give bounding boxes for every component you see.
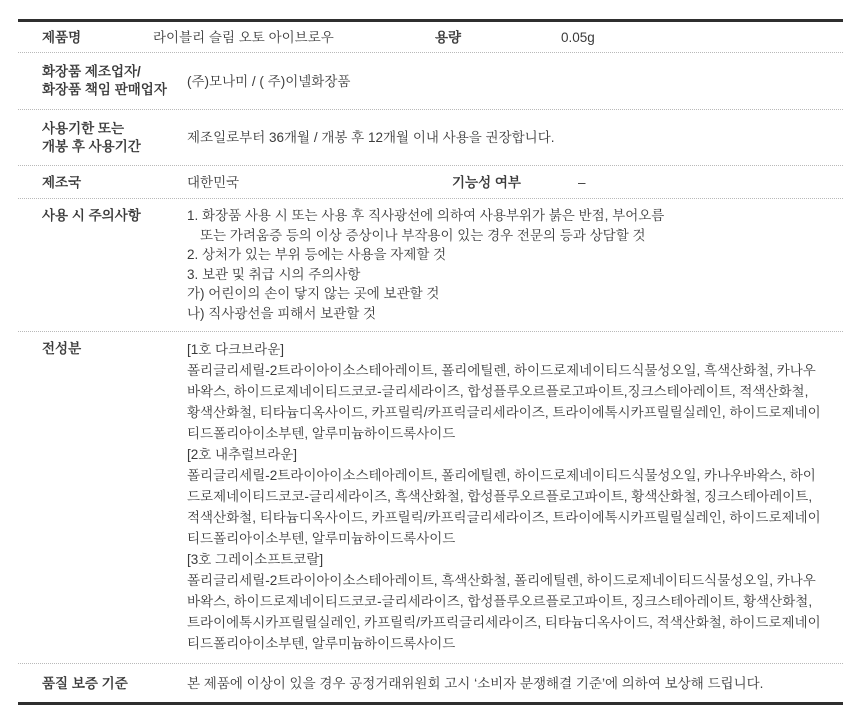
ingredient-section-title: [2호 내추럴브라운] bbox=[187, 447, 298, 462]
functional-value: – bbox=[578, 174, 586, 190]
caution-line: 가) 어린이의 손이 닿지 않는 곳에 보관할 것 bbox=[187, 286, 440, 301]
product-name-value: 라이블리 슬림 오토 아이브로우 bbox=[153, 29, 334, 45]
country-value: 대한민국 bbox=[187, 174, 240, 190]
expiry-label-line2: 개봉 후 사용기간 bbox=[42, 138, 141, 154]
caution-line: 나) 직사광선을 피해서 보관할 것 bbox=[187, 305, 377, 321]
row-expiry bbox=[18, 110, 843, 166]
caution-line: 3. 보관 및 취급 시의 주의사항 bbox=[187, 266, 361, 282]
country-label: 제조국 bbox=[42, 174, 82, 190]
capacity-value: 0.05g bbox=[561, 29, 595, 45]
row-country bbox=[18, 166, 843, 199]
row-manufacturer bbox=[18, 53, 843, 110]
functional-label: 기능성 여부 bbox=[452, 174, 521, 190]
caution-text bbox=[187, 206, 843, 323]
warranty-value: 본 제품에 이상이 있을 경우 공정거래위원회 고시 ‘소비자 분쟁해결 기준’에 의하여 보상해 드립니다. bbox=[187, 675, 764, 691]
product-info-table bbox=[18, 19, 843, 705]
ingredients-text bbox=[187, 339, 843, 654]
ingredient-section-body: 폴리글리세릴-2트라이아이소스테아레이트, 폴리에틸렌, 하이드로제네이티드식물성오일, 카나우바왁스, 하이드로제네이티드코코-글리세라이즈, 흑색산화철, 합성플루오르플로고파이트, 황색산화철, 징크스테아레이트, 적색산화철, 티타늄디옥사이드, 카프릴릭/카프릭글리세라이즈, 트라이에톡시카프릴릴실레인, 하이드로제네이티드폴리아이소부텐, 알루미늄하이드록사이드 bbox=[187, 468, 821, 546]
ingredient-section-body: 폴리글리세릴-2트라이아이소스테아레이트, 흑색산화철, 폴리에틸렌, 하이드로제네이티드식물성오일, 카나우바왁스, 하이드로제네이티드코코-글리세라이즈, 합성플루오르플로고파이트, 징크스테아레이트, 황색산화철, 트라이에톡시카프릴릴실레인, 카프릴릭/카프릭글리세라이즈, 티타늄디옥사이드, 적색산화철, 하이드로제네이티드폴리아이소부텐, 알루미늄하이드록사이드 bbox=[187, 573, 821, 651]
product-name-label: 제품명 bbox=[42, 29, 82, 45]
caution-line: 또는 가려움증 등의 이상 증상이나 부작용이 있는 경우 전문의 등과 상담할 것 bbox=[200, 227, 646, 243]
expiry-value: 제조일로부터 36개월 / 개봉 후 12개월 이내 사용을 권장합니다. bbox=[187, 130, 555, 145]
ingredients-label: 전성분 bbox=[42, 341, 82, 356]
expiry-label bbox=[18, 120, 187, 156]
capacity-label: 용량 bbox=[435, 29, 462, 45]
row-caution bbox=[18, 199, 843, 332]
expiry-label-line1: 사용기한 또는 bbox=[42, 120, 124, 136]
caution-line: 1. 화장품 사용 시 또는 사용 후 직사광선에 의하여 사용부위가 붉은 반점, 부어오름 bbox=[187, 208, 665, 223]
ingredient-section-title: [1호 다크브라운] bbox=[187, 342, 285, 357]
manufacturer-value: (주)모나미 / ( 주)이넬화장품 bbox=[187, 73, 351, 89]
manufacturer-label-line2: 화장품 책임 판매업자 bbox=[42, 82, 167, 97]
warranty-label: 품질 보증 기준 bbox=[42, 675, 128, 691]
ingredient-section-body: 폴리글리세릴-2트라이아이소스테아레이트, 폴리에틸렌, 하이드로제네이티드식물성오일, 흑색산화철, 카나우바왁스, 하이드로제네이티드코코-글리세라이즈, 합성플루오르플로고파이트,징크스테아레이트, 적색산화철, 황색산화철, 티타늄디옥사이드, 카프릴릭/카프릭글리세라이즈, 트라이에톡시카프릴릴실레인, 하이드로제네이티드폴리아이소부텐, 알루미늄하이드록사이드 bbox=[187, 363, 821, 441]
caution-label: 사용 시 주의사항 bbox=[42, 208, 141, 223]
ingredient-section-title: [3호 그레이소프트코랄] bbox=[187, 552, 324, 567]
manufacturer-label bbox=[18, 63, 187, 99]
manufacturer-label-line1: 화장품 제조업자/ bbox=[42, 64, 141, 79]
row-ingredients bbox=[18, 332, 843, 664]
row-product-name bbox=[18, 22, 843, 53]
caution-line: 2. 상처가 있는 부위 등에는 사용을 자제할 것 bbox=[187, 247, 447, 262]
row-warranty bbox=[18, 664, 843, 702]
